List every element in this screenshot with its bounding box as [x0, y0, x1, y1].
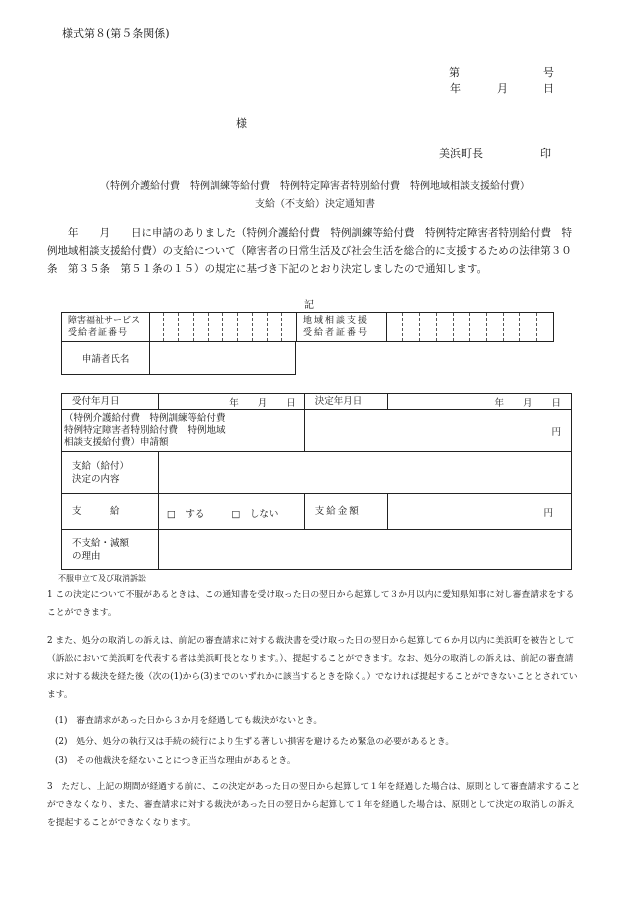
provider-digit-cell[interactable]	[179, 313, 194, 342]
addressee-suffix: 様	[236, 117, 247, 130]
title-line-1: （特例介護給付費 特例訓練等給付費 特例特定障害者特別給付費 特例地域相談支援給付費）	[100, 181, 530, 192]
date-day: 日	[543, 82, 554, 95]
payment-amount-field[interactable]: 円	[388, 494, 572, 530]
amount-label-3: 相談支援給付費）申請額	[64, 436, 169, 448]
number-suffix: 号	[543, 66, 554, 79]
reason-label-cell	[62, 530, 159, 570]
date-year: 年	[450, 82, 461, 95]
regional-digit-cell[interactable]	[436, 313, 453, 342]
decision-table	[61, 393, 572, 570]
applicant-label: 申請者氏名	[62, 342, 150, 375]
payment-choice-cell	[158, 494, 304, 530]
received-date[interactable]: 年 月 日	[158, 394, 304, 410]
amount-field[interactable]: 円	[304, 410, 571, 452]
regional-digit-cell[interactable]	[503, 313, 520, 342]
regional-label-1: 地域相談支援	[303, 316, 370, 326]
seal: 印	[540, 147, 551, 160]
reason-label-2: の理由	[72, 550, 101, 562]
regional-digit-cell[interactable]	[420, 313, 437, 342]
date-month: 月	[497, 82, 508, 95]
provider-label-1: 障害福祉サービス	[68, 316, 141, 326]
content-label-2: 決定の内容	[72, 473, 120, 485]
amount-label-1: （特例介護給付費 特例訓練等給付費	[64, 412, 226, 424]
provider-digit-cell[interactable]	[238, 313, 253, 342]
regional-digit-cell[interactable]	[453, 313, 470, 342]
appeal-sub-1: (1) 審査請求があった日から３か月を経過しても裁決がないとき。	[55, 716, 323, 726]
amount-label-2: 特例特定障害者特別給付費 特例地域	[64, 424, 226, 436]
regional-label-cell	[297, 313, 387, 342]
appeal-item-2: 2 また、処分の取消しの訴えは、前記の審査請求に対する裁決書を受け取った日の翌日から起算して６か月以内に美浜町を被告として（訴訟において美浜町を代表する者は美浜町長となります。）、提起することができます。なお、処分の取消しの訴えは、前記の審査請求に対する裁決を経た後（次の(1)から(3)までのいずれかに該当するときを除く。）でなければ提起することができないこととされています。	[47, 636, 578, 700]
provider-label-cell	[62, 313, 150, 342]
dont-checkbox[interactable]: □ しない	[231, 509, 279, 520]
regional-label-2: 受給者証番号	[303, 328, 370, 338]
payment-amount-label: 支給金額	[304, 494, 388, 530]
regional-digit-cell[interactable]	[386, 313, 403, 342]
provider-digit-cell[interactable]	[193, 313, 208, 342]
regional-digit-cell[interactable]	[403, 313, 420, 342]
appeal-sub-2: (2) 処分、処分の執行又は手続の続行により生ずる著しい損害を避けるため緊急の必要があるとき。	[55, 737, 455, 747]
payment-label: 支 給	[62, 494, 159, 530]
title-line-2: 支給（不支給）決定通知書	[255, 199, 375, 210]
reason-label-1: 不支給・減額	[72, 537, 130, 549]
content-field[interactable]	[158, 452, 571, 494]
applicant-table	[61, 341, 296, 375]
decision-date-label: 決定年月日	[304, 394, 388, 410]
do-checkbox[interactable]: □ する	[166, 509, 205, 520]
provider-digit-cell[interactable]	[149, 313, 164, 342]
appeal-heading: 不服申立て及び取消訴訟	[58, 574, 146, 583]
decision-date[interactable]: 年 月 日	[388, 394, 572, 410]
provider-digit-cell[interactable]	[252, 313, 267, 342]
provider-digit-cell[interactable]	[267, 313, 282, 342]
appeal-item-1: 1 この決定について不服があるときは、この通知書を受け取った日の翌日から起算して３か月以内に愛知県知事に対し審査請求をすることができます。	[47, 590, 575, 618]
reason-field[interactable]	[158, 530, 571, 570]
ki-label: 記	[304, 300, 314, 311]
amount-label-cell	[62, 410, 305, 452]
regional-digit-cell[interactable]	[486, 313, 503, 342]
issuer: 美浜町長	[439, 147, 483, 160]
appeal-sub-3: (3) その他裁決を経ないことにつき正当な理由があるとき。	[55, 756, 296, 766]
provider-digit-cell[interactable]	[164, 313, 179, 342]
number-label: 第	[449, 66, 460, 79]
provider-label-2: 受給者証番号	[68, 328, 129, 338]
received-label: 受付年月日	[62, 394, 159, 410]
applicant-name-field[interactable]	[150, 342, 296, 375]
provider-digit-cell[interactable]	[282, 313, 297, 342]
regional-digit-cell[interactable]	[537, 313, 554, 342]
regional-digit-cell[interactable]	[470, 313, 487, 342]
appeal-item-3: 3 ただし、上記の期間が経過する前に、この決定があった日の翌日から起算して１年を経過した場合は、原則として審査請求することができなくなり、また、審査請求に対する裁決があった日の翌日から起算して１年を経過した場合は、原則として決定の取消しの訴えを提起することができなくなります。	[47, 782, 581, 828]
regional-digit-cell[interactable]	[520, 313, 537, 342]
provider-digit-cell[interactable]	[208, 313, 223, 342]
provider-digit-cell[interactable]	[223, 313, 238, 342]
certificate-table	[61, 312, 554, 342]
content-label-cell	[62, 452, 159, 494]
form-number: 様式第８(第５条関係)	[62, 27, 170, 40]
content-label-1: 支給（給付）	[72, 460, 130, 472]
body-text: 年 月 日に申請のありました（特例介護給付費 特例訓練等給付費 特例特定障害者特別給付費 特例地域相談支援給付費）の支給について（障害者の日常生活及び社会生活を総合的に支援するための法律第３０条 第３５条 第５１条の１５）の規定に基づき下記のとおり決定しましたので通知します。	[47, 227, 572, 275]
